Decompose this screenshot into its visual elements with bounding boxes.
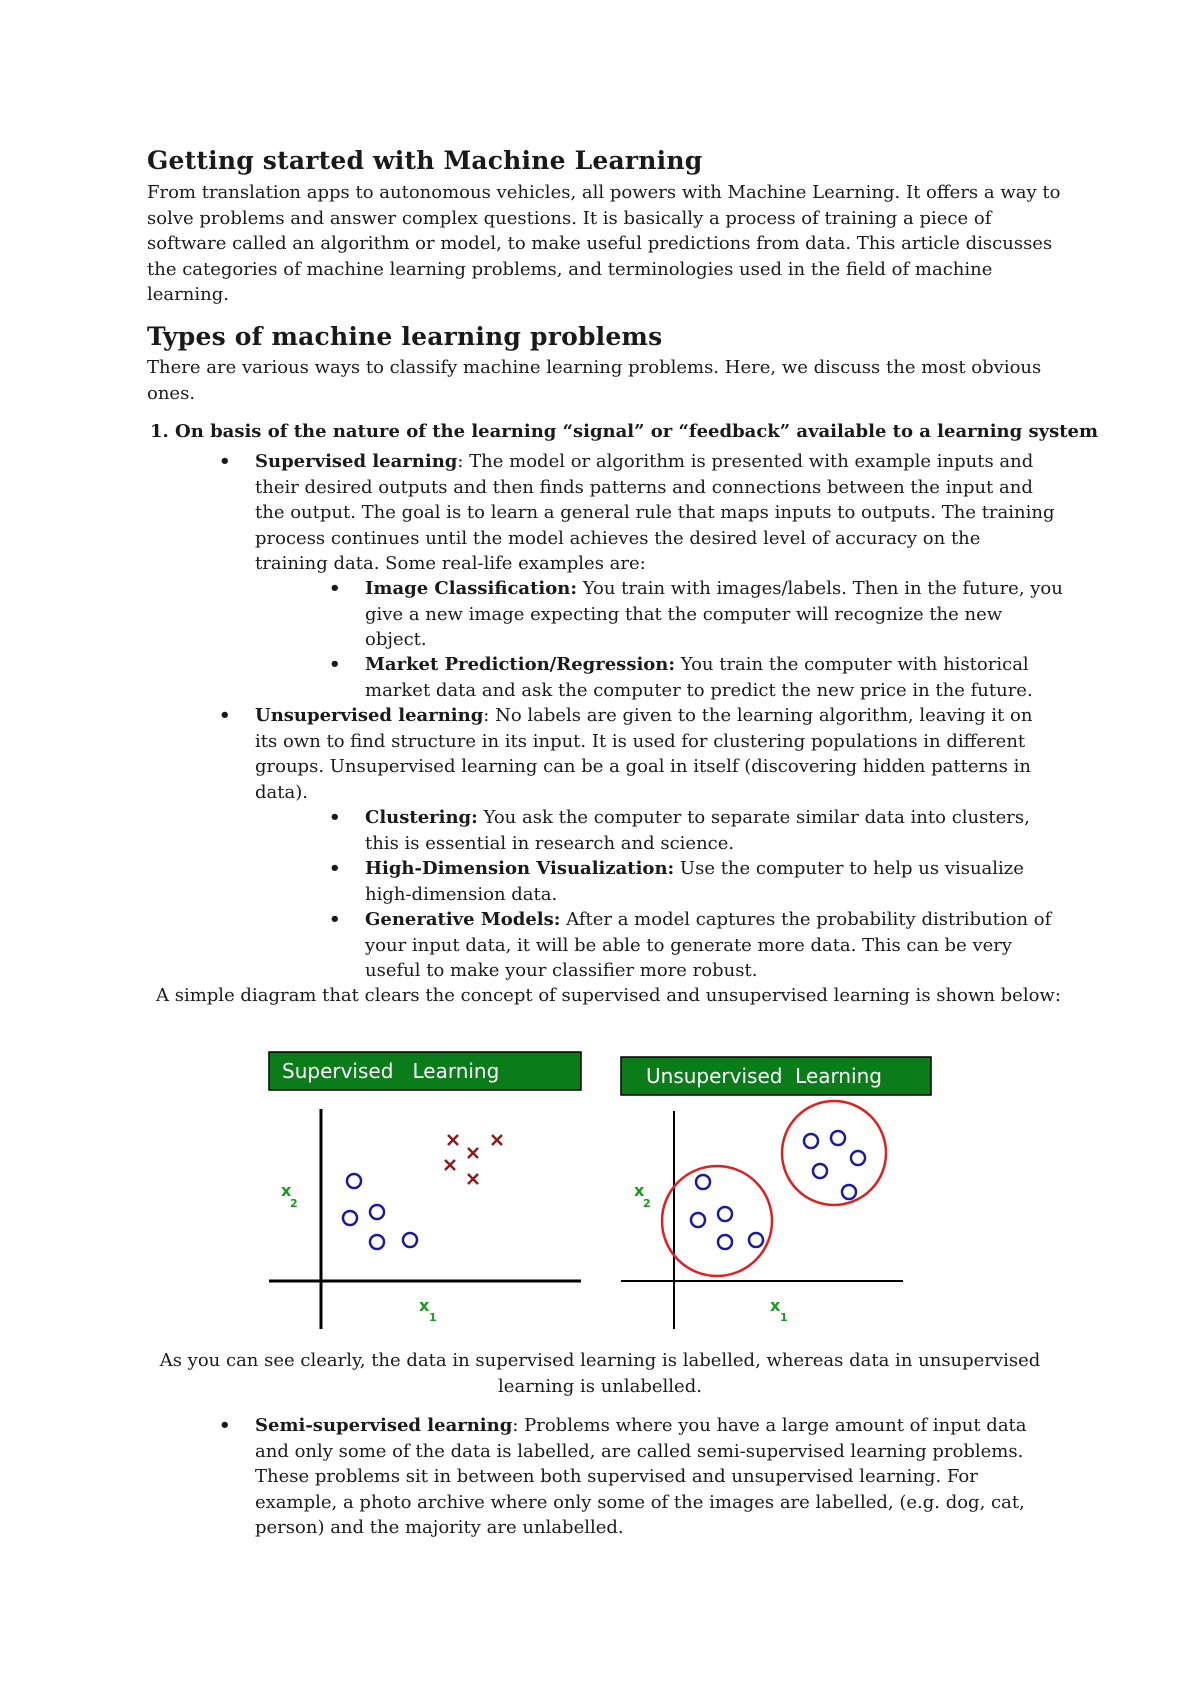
unsupervised-y-label: x — [634, 1181, 645, 1200]
data-point-cross — [468, 1174, 478, 1184]
supervised-x-sub: 1 — [429, 1311, 437, 1324]
diagram-caption: As you can see clearly, the data in supervised learning is labelled, whereas data in unsupervised learning is unlabelled. — [159, 1350, 1041, 1397]
data-point-cross — [492, 1135, 502, 1145]
supervised-title: Supervised Learning — [282, 1059, 500, 1083]
unsupervised-title: Unsupervised Learning — [646, 1064, 882, 1088]
bullet-text: : Problems where you have a large amount of input data and only some of the data is labelled, are called semi-supervised learning problems. These problems sit in between both supervised and unsupervised learning. For example, a photo archive where only some of the images are labelled, (e.g. dog, cat, person) and the majority are unlabelled. — [255, 1415, 1027, 1538]
example-text: After a model captures the probability distribution of your input data, it will be able to generate more data. This can be very useful to make your classifier more robust. — [365, 909, 1052, 981]
supervised-circle-points — [343, 1174, 417, 1249]
example-market-prediction — [329, 652, 1065, 703]
bullet-term: Supervised learning — [255, 451, 458, 472]
data-point-circle — [370, 1235, 384, 1249]
unsupervised-x-sub: 1 — [780, 1311, 788, 1324]
cluster-ring-2 — [782, 1101, 886, 1205]
example-generative-models — [329, 907, 1065, 984]
bullet-text: : No labels are given to the learning algorithm, leaving it on its own to find structure in its input. It is used for clustering populations in different groups. Unsupervised learning can be a goal in itself (discovering hidden patterns in data). — [255, 705, 1033, 803]
diagram-intro: A simple diagram that clears the concept of supervised and unsupervised learning is shown below: — [156, 985, 1061, 1006]
supervised-y-sub: 2 — [290, 1197, 298, 1210]
section-heading-types: Types of machine learning problems — [147, 322, 663, 351]
supervised-x-label: x — [419, 1296, 430, 1315]
bullet-semi-supervised — [219, 1413, 1055, 1541]
intro-paragraph: From translation apps to autonomous vehicles, all powers with Machine Learning. It offers a way to solve problems and answer complex questions. It is basically a process of training a piece of software called an algorithm or model, to make useful predictions from data. This article discusses the categories of machine learning problems, and terminologies used in the field of machine learning. — [147, 182, 1061, 305]
data-point-circle — [347, 1174, 361, 1188]
data-point-circle — [403, 1233, 417, 1247]
numbered-heading: 1. On basis of the nature of the learning “signal” or “feedback” available to a learning system — [150, 421, 1099, 442]
data-point-circle — [343, 1211, 357, 1225]
example-text: Use the computer to help us visualize high-dimension data. — [365, 858, 1024, 905]
example-clustering — [329, 805, 1065, 856]
cluster-ring-1 — [662, 1166, 772, 1276]
example-image-classification — [329, 576, 1065, 653]
data-point-circle — [842, 1185, 856, 1199]
data-point-circle — [851, 1151, 865, 1165]
unsupervised-circle-points — [691, 1131, 865, 1249]
data-point-cross — [448, 1135, 458, 1145]
example-term: Market Prediction/Regression: — [365, 654, 676, 675]
data-point-circle — [691, 1213, 705, 1227]
data-point-circle — [718, 1207, 732, 1221]
bullet-dot: • — [219, 1415, 231, 1436]
example-term: Clustering: — [365, 807, 478, 828]
supervised-y-label: x — [281, 1181, 292, 1200]
data-point-circle — [813, 1164, 827, 1178]
cluster-rings — [662, 1101, 886, 1276]
bullet-dot: • — [329, 909, 341, 930]
unsupervised-y-sub: 2 — [643, 1197, 651, 1210]
example-high-dimension — [329, 856, 1065, 907]
data-point-circle — [804, 1134, 818, 1148]
example-text: You ask the computer to separate similar data into clusters, this is essential in research and science. — [365, 807, 1030, 854]
bullet-dot: • — [329, 807, 341, 828]
data-point-circle — [749, 1233, 763, 1247]
example-term: Generative Models: — [365, 909, 561, 930]
bullet-unsupervised — [219, 703, 1055, 805]
unsupervised-x-label: x — [770, 1296, 781, 1315]
bullet-dot: • — [329, 578, 341, 599]
bullet-term: Semi-supervised learning — [255, 1415, 513, 1436]
bullet-dot: • — [329, 654, 341, 675]
bullet-text: : The model or algorithm is presented with example inputs and their desired outputs and then finds patterns and connections between the input and the output. The goal is to learn a general rule that maps inputs to outputs. The training process continues until the model achieves the desired level of accuracy on the training data. Some real-life examples are: — [255, 451, 1055, 574]
page-title: Getting started with Machine Learning — [147, 146, 703, 175]
data-point-cross — [445, 1160, 455, 1170]
bullet-term: Unsupervised learning — [255, 705, 484, 726]
data-point-circle — [718, 1235, 732, 1249]
example-term: Image Classification: — [365, 578, 577, 599]
learning-diagram — [266, 1049, 946, 1339]
bullet-dot: • — [219, 451, 231, 472]
example-term: High-Dimension Visualization: — [365, 858, 675, 879]
bullet-supervised — [219, 449, 1055, 577]
supervised-cross-points — [445, 1135, 502, 1184]
data-point-cross — [468, 1148, 478, 1158]
bullet-dot: • — [329, 858, 341, 879]
data-point-circle — [370, 1205, 384, 1219]
data-point-circle — [831, 1131, 845, 1145]
example-text: You train with images/labels. Then in the future, you give a new image expecting that the computer will recognize the new object. — [365, 578, 1063, 650]
example-text: You train the computer with historical market data and ask the computer to predict the new price in the future. — [365, 654, 1033, 701]
data-point-circle — [696, 1175, 710, 1189]
bullet-dot: • — [219, 705, 231, 726]
types-paragraph: There are various ways to classify machine learning problems. Here, we discuss the most obvious ones. — [147, 357, 1042, 404]
